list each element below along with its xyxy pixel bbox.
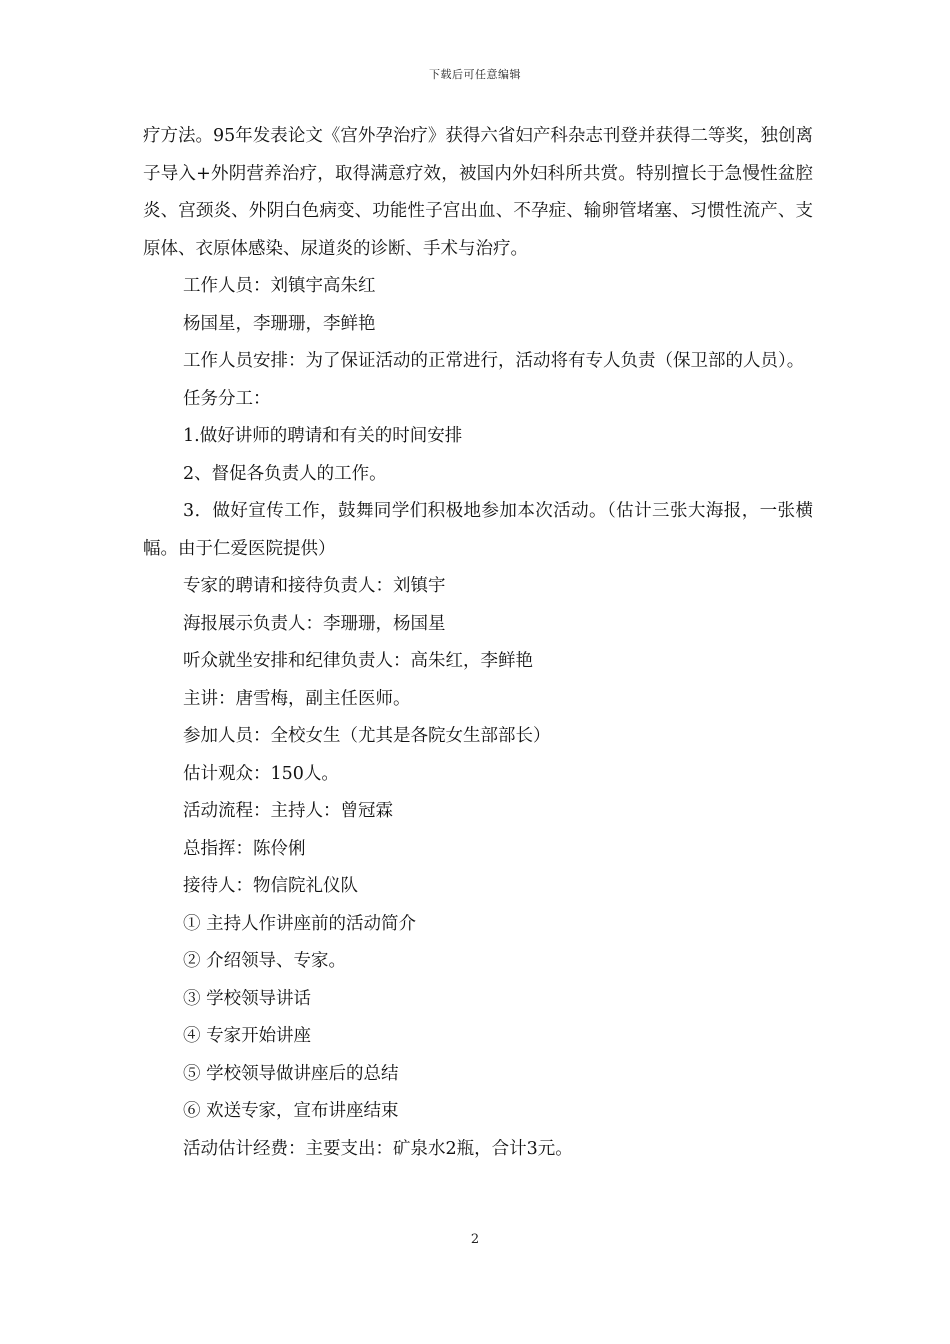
paragraph: 活动流程：主持人：曾冠霖 — [183, 801, 393, 821]
paragraph: 主讲：唐雪梅，副主任医师。 — [183, 688, 411, 709]
paragraph: 任务分工： — [183, 388, 271, 409]
list-item: ⑤ 学校领导做讲座后的总结 — [183, 1063, 399, 1084]
paragraph: 2、督促各负责人的工作。 — [183, 463, 387, 484]
paragraph: 海报展示负责人：李珊珊，杨国星 — [183, 613, 446, 634]
paragraph: 工作人员安排：为了保证活动的正常进行，活动将有专人负责（保卫部的人员）。 — [183, 351, 805, 371]
paragraph: 接待人：物信院礼仪队 — [183, 876, 358, 896]
paragraph: 杨国星，李珊珊，李鲜艳 — [183, 313, 376, 334]
document-body — [143, 118, 813, 1168]
paragraph: 活动估计经费：主要支出：矿泉水2瓶，合计3元。 — [183, 1138, 573, 1159]
list-item: ④ 专家开始讲座 — [183, 1026, 312, 1046]
paragraph: 听众就坐安排和纪律负责人：高朱红，李鲜艳 — [183, 651, 533, 671]
paragraph: 1.做好讲师的聘请和有关的时间安排 — [183, 426, 463, 446]
page-header: 下载后可任意编辑 — [429, 68, 521, 81]
list-item: ① 主持人作讲座前的活动简介 — [183, 913, 417, 934]
list-item: ② 介绍领导、专家。 — [183, 951, 347, 971]
paragraph: 疗方法。95年发表论文《宫外孕治疗》获得六省妇产科杂志刊登并获得二等奖，独创离子导入+外阴营养治疗，取得满意疗效，被国内外妇科所共赏。特别擅长于急慢性盆腔炎、宫颈炎、外阴白色病变、功能性子宫出血、不孕症、输卵管堵塞、习惯性流产、支原体、衣原体感染、尿道炎的诊断、手术与治疗。 — [143, 126, 813, 259]
paragraph: 总指挥：陈伶俐 — [183, 838, 306, 859]
paragraph: 参加人员：全校女生（尤其是各院女生部部长） — [183, 726, 551, 746]
paragraph: 估计观众：150人。 — [183, 763, 339, 784]
paragraph: 专家的聘请和接待负责人：刘镇宇 — [183, 576, 446, 596]
paragraph: 工作人员：刘镇宇高朱红 — [183, 276, 376, 296]
page-number: 2 — [470, 1232, 480, 1247]
list-item: ③ 学校领导讲话 — [183, 988, 312, 1009]
list-item: ⑥ 欢送专家，宣布讲座结束 — [183, 1101, 399, 1121]
paragraph: 3．做好宣传工作，鼓舞同学们积极地参加本次活动。（估计三张大海报，一张横幅。由于仁爱医院提供） — [143, 501, 813, 559]
